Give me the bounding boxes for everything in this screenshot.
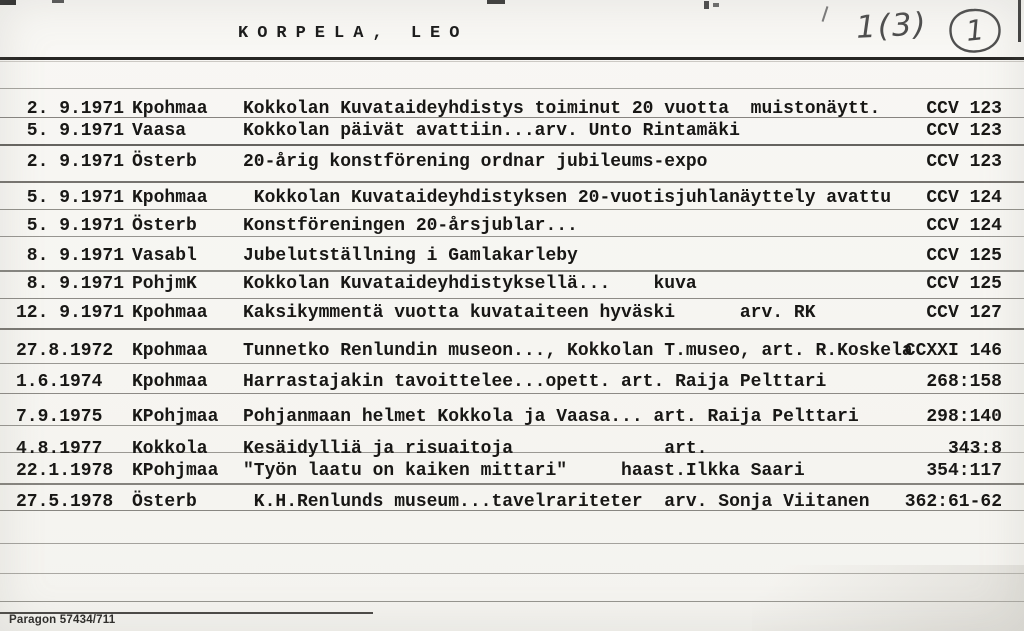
entry-title: Pohjanmaan helmet Kokkola ja Vaasa... art. Raija Pelttari	[243, 407, 859, 427]
entry-source: Kpohmaa	[132, 99, 208, 119]
entry-reference: 268:158	[926, 372, 1002, 392]
entry-reference: CCV 124	[926, 188, 1002, 208]
entry-row	[0, 372, 1024, 392]
ruled-line	[0, 363, 1024, 364]
entry-row	[0, 274, 1024, 294]
scan-speck	[0, 0, 16, 5]
circled-digit: 1	[964, 13, 986, 48]
entry-reference: CCV 123	[926, 121, 1002, 141]
entry-date: 5. 9.1971	[16, 121, 125, 141]
entry-reference: CCV 123	[926, 152, 1002, 172]
entry-date: 22.1.1978	[16, 461, 114, 481]
entry-source: Österb	[132, 152, 197, 172]
entry-source: Kpohmaa	[132, 341, 208, 361]
entry-date: 8. 9.1971	[16, 274, 125, 294]
entry-row	[0, 492, 1024, 512]
entry-date: 8. 9.1971	[16, 246, 125, 266]
ruled-line	[0, 144, 1024, 146]
entry-row	[0, 152, 1024, 172]
entry-source: KPohjmaa	[132, 407, 219, 427]
entry-source: KPohjmaa	[132, 461, 219, 481]
entry-title: 20-årig konstförening ordnar jubileums-expo	[243, 152, 708, 172]
entry-date: 27.8.1972	[16, 341, 114, 361]
ruled-line	[0, 88, 1024, 89]
entry-reference: CCV 123	[926, 99, 1002, 119]
entry-date: 7.9.1975	[16, 407, 103, 427]
ruled-line	[0, 236, 1024, 237]
entry-source: Kpohmaa	[132, 188, 208, 208]
entry-title: Kokkolan Kuvataideyhdistyksen 20-vuotisjuhlanäyttely avattu	[243, 188, 892, 208]
entry-row	[0, 407, 1024, 427]
ruled-line	[0, 298, 1024, 299]
entry-reference: CCXXI 146	[904, 341, 1002, 361]
entry-title: Kokkolan päivät avattiin...arv. Unto Rintamäki	[243, 121, 740, 141]
handwritten-page-number: 1(3)	[855, 6, 929, 46]
entry-source: PohjmK	[132, 274, 197, 294]
entry-reference: 298:140	[926, 407, 1002, 427]
entry-source: Österb	[132, 492, 197, 512]
ruled-line	[0, 181, 1024, 183]
scan-speck	[704, 1, 709, 9]
entry-source: Vasabl	[132, 246, 197, 266]
card-stock-label: Paragon 57434/711	[9, 614, 116, 626]
ruled-line	[0, 270, 1024, 272]
entry-title: Kokkolan Kuvataideyhdistys toiminut 20 vuotta muistonäytt.	[243, 99, 881, 119]
entry-reference: CCV 125	[926, 274, 1002, 294]
entry-source: Vaasa	[132, 121, 187, 141]
entry-title: Harrastajakin tavoittelee...opett. art. Raija Pelttari	[243, 372, 827, 392]
ruled-line	[0, 328, 1024, 330]
entry-row	[0, 121, 1024, 141]
entry-source: Kpohmaa	[132, 303, 208, 323]
header-rule-echo	[0, 61, 1024, 62]
entry-row	[0, 246, 1024, 266]
entry-row	[0, 341, 1024, 361]
scan-speck	[52, 0, 64, 3]
entry-title: K.H.Renlunds museum...tavelrariteter arv. Sonja Viitanen	[243, 492, 870, 512]
scan-speck	[487, 0, 505, 4]
entry-row	[0, 99, 1024, 119]
handwritten-circled-number	[944, 6, 1006, 58]
entry-date: 27.5.1978	[16, 492, 114, 512]
entry-reference: CCV 127	[926, 303, 1002, 323]
entry-date: 5. 9.1971	[16, 188, 125, 208]
entry-title: Tunnetko Renlundin museon..., Kokkolan T.museo, art. R.Koskela	[243, 341, 913, 361]
entry-row	[0, 216, 1024, 236]
entry-date: 2. 9.1971	[16, 99, 125, 119]
entry-source: Kpohmaa	[132, 372, 208, 392]
entry-row	[0, 303, 1024, 323]
entry-title: Jubelutställning i Gamlakarleby	[243, 246, 578, 266]
entry-source: Kokkola	[132, 439, 208, 459]
entry-reference: 354:117	[926, 461, 1002, 481]
entry-title: Kokkolan Kuvataideyhdistyksellä... kuva	[243, 274, 697, 294]
entry-date: 4.8.1977	[16, 439, 103, 459]
ruled-line	[0, 209, 1024, 210]
ruled-line	[0, 573, 1024, 574]
entry-row	[0, 439, 1024, 459]
entry-row	[0, 461, 1024, 481]
entry-title: Konstföreningen 20-årsjublar...	[243, 216, 578, 236]
entry-title: Kesäidylliä ja risuaitoja art.	[243, 439, 708, 459]
ruled-line	[0, 601, 1024, 602]
entry-reference: 343:8	[947, 439, 1002, 459]
pencil-stroke	[822, 6, 829, 22]
ruled-line	[0, 483, 1024, 485]
entry-row	[0, 188, 1024, 208]
entry-title: Kaksikymmentä vuotta kuvataiteen hyväski arv. RK	[243, 303, 816, 323]
ruled-line	[0, 543, 1024, 544]
entry-date: 2. 9.1971	[16, 152, 125, 172]
ruled-line	[0, 393, 1024, 394]
entry-reference: CCV 124	[926, 216, 1002, 236]
entry-date: 12. 9.1971	[16, 303, 125, 323]
entry-title: "Työn laatu on kaiken mittari" haast.Ilkka Saari	[243, 461, 805, 481]
scan-speck	[713, 3, 719, 7]
header-rule-thick	[0, 57, 1024, 60]
entry-date: 5. 9.1971	[16, 216, 125, 236]
entry-reference: CCV 125	[926, 246, 1002, 266]
entry-reference: 362:61-62	[904, 492, 1002, 512]
entry-date: 1.6.1974	[16, 372, 103, 392]
scan-shade	[752, 565, 1024, 631]
scan-edge-mark	[1018, 0, 1021, 42]
page-title: KORPELA, LEO	[238, 24, 469, 43]
entry-source: Österb	[132, 216, 197, 236]
